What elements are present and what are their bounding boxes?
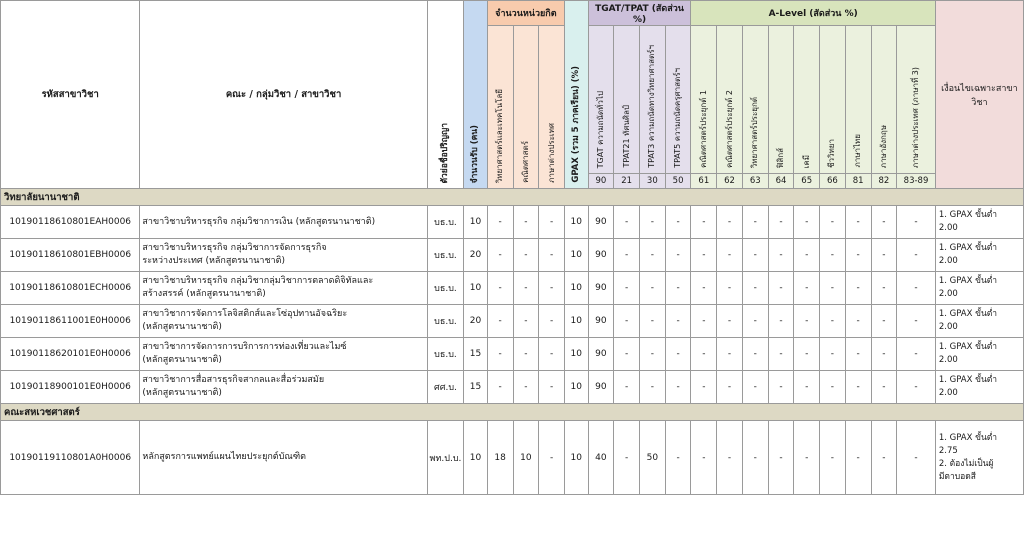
tgat-value: -	[614, 371, 640, 404]
condition-text-line: 2.75	[938, 445, 958, 456]
alevel-value: -	[717, 206, 743, 239]
gpax-value: 10	[564, 338, 588, 371]
header-code: รหัสสาขาวิชา	[1, 1, 140, 189]
header-code-90: 90	[588, 174, 614, 189]
tgat-value: 90	[588, 272, 614, 305]
degree-abbrev: บธ.บ.	[427, 239, 463, 272]
header-tgat-general: TGAT ความถนัดทั่วไป	[588, 26, 614, 174]
header-alevel-group: A-Level (สัดส่วน %)	[691, 1, 935, 26]
header-alevel-science: วิทยาศาสตร์ประยุกต์	[742, 26, 768, 174]
credit-value: -	[487, 305, 513, 338]
alevel-value: -	[871, 338, 897, 371]
tgat-value: -	[639, 305, 665, 338]
condition-text	[935, 305, 1023, 338]
gpax-value: 10	[564, 272, 588, 305]
program-name-line: สาขาวิชาการจัดการโลจิสติกส์และโซ่อุปทานอัจฉริยะ	[142, 309, 348, 319]
header-credit-foreign: ภาษาต่างประเทศ	[539, 26, 565, 189]
program-name-line: สร้างสรรค์ (หลักสูตรนานาชาติ)	[142, 289, 266, 299]
tgat-value: -	[614, 421, 640, 495]
credit-value: -	[513, 206, 539, 239]
alevel-value: -	[820, 206, 846, 239]
header-tpat5: TPAT5 ความถนัดครุศาสตร์ฯ	[665, 26, 691, 174]
credit-value: -	[513, 371, 539, 404]
header-tpat21: TPAT21 ทัศนศิลป์	[614, 26, 640, 174]
program-name	[140, 371, 427, 404]
alevel-value: -	[820, 421, 846, 495]
gpax-value: 10	[564, 421, 588, 495]
condition-text	[935, 338, 1023, 371]
alevel-value: -	[845, 371, 871, 404]
tgat-value: -	[665, 421, 691, 495]
header-code-82: 82	[871, 174, 897, 189]
credit-value: -	[513, 272, 539, 305]
tgat-value: 90	[588, 206, 614, 239]
alevel-value: -	[794, 305, 820, 338]
header-alevel-physics: ฟิสิกส์	[768, 26, 794, 174]
header-quota: จำนวนรับ (คน)	[464, 1, 488, 189]
credit-value: 18	[487, 421, 513, 495]
program-name	[140, 206, 427, 239]
alevel-value: -	[871, 206, 897, 239]
condition-text-line: มีตาบอดสี	[938, 471, 976, 482]
header-code-66: 66	[820, 174, 846, 189]
program-name-line: (หลักสูตรนานาชาติ)	[142, 388, 222, 398]
section-row	[1, 404, 1024, 421]
degree-abbrev: บธ.บ.	[427, 338, 463, 371]
table-row	[1, 338, 1024, 371]
program-name	[140, 421, 427, 495]
condition-text-line: 1. GPAX ขั้นต่ำ	[938, 375, 998, 385]
credit-value: -	[487, 239, 513, 272]
alevel-value: -	[691, 272, 717, 305]
alevel-value: -	[717, 305, 743, 338]
program-code: 10190118610801EAH0006	[1, 206, 140, 239]
header-code-50: 50	[665, 174, 691, 189]
header-code-81: 81	[845, 174, 871, 189]
credit-value: -	[487, 272, 513, 305]
condition-text-line: 2.00	[938, 388, 958, 398]
header-code-61: 61	[691, 174, 717, 189]
section-title: คณะสหเวชศาสตร์	[1, 404, 1024, 421]
tgat-value: 90	[588, 338, 614, 371]
alevel-value: -	[691, 206, 717, 239]
program-name-line: สาขาวิชาบริหารธุรกิจ กลุ่มวิชาการจัดการธุรกิจ	[142, 243, 327, 253]
tgat-value: 40	[588, 421, 614, 495]
program-code: 10190119110801A0H0006	[1, 421, 140, 495]
degree-abbrev: พท.ป.บ.	[427, 421, 463, 495]
header-alevel-math2: คณิตศาสตร์ประยุกต์ 2	[717, 26, 743, 174]
alevel-value: -	[794, 206, 820, 239]
program-name	[140, 305, 427, 338]
header-alevel-biology: ชีววิทยา	[820, 26, 846, 174]
degree-abbrev: บธ.บ.	[427, 206, 463, 239]
program-name-line: ระหว่างประเทศ (หลักสูตรนานาชาติ)	[142, 256, 285, 266]
alevel-value: -	[871, 421, 897, 495]
header-code-62: 62	[717, 174, 743, 189]
condition-text-line: 2.00	[938, 355, 958, 365]
credit-value: 10	[513, 421, 539, 495]
tgat-value: -	[639, 272, 665, 305]
table-body	[1, 189, 1024, 495]
tgat-value: 90	[588, 305, 614, 338]
condition-text-line: 1. GPAX ขั้นต่ำ	[938, 276, 998, 286]
tgat-value: 50	[639, 421, 665, 495]
alevel-value: -	[845, 305, 871, 338]
condition-text	[935, 371, 1023, 404]
condition-text-line: 1. GPAX ขั้นต่ำ	[938, 243, 998, 253]
alevel-value: -	[897, 338, 936, 371]
condition-text-line: 2.00	[938, 289, 958, 299]
program-code: 10190118611001E0H0006	[1, 305, 140, 338]
alevel-value: -	[845, 239, 871, 272]
header-tgat-group: TGAT/TPAT (สัดส่วน %)	[588, 1, 691, 26]
alevel-value: -	[820, 305, 846, 338]
header-credits-group: จำนวนหน่วยกิต	[487, 1, 564, 26]
condition-text-line: 2.00	[938, 256, 958, 266]
condition-text-line: 1. GPAX ขั้นต่ำ	[938, 309, 998, 319]
tgat-value: -	[639, 239, 665, 272]
header-code-63: 63	[742, 174, 768, 189]
program-name	[140, 338, 427, 371]
alevel-value: -	[768, 421, 794, 495]
quota-value: 20	[464, 239, 488, 272]
tgat-value: -	[614, 272, 640, 305]
condition-text-line: 2.00	[938, 223, 958, 233]
gpax-value: 10	[564, 239, 588, 272]
tgat-value: -	[614, 206, 640, 239]
header-degree: ตัวย่อชื่อปริญญา	[427, 1, 463, 189]
header-credit-math: คณิตศาสตร์	[513, 26, 539, 189]
alevel-value: -	[794, 239, 820, 272]
alevel-value: -	[742, 421, 768, 495]
condition-text-line: 1. GPAX ขั้นต่ำ	[938, 342, 998, 352]
alevel-value: -	[742, 338, 768, 371]
quota-value: 10	[464, 272, 488, 305]
alevel-value: -	[897, 305, 936, 338]
tgat-value: -	[614, 305, 640, 338]
header-tpat3: TPAT3 ความถนัดทางวิทยาศาสตร์ฯ	[639, 26, 665, 174]
alevel-value: -	[717, 272, 743, 305]
alevel-value: -	[794, 421, 820, 495]
alevel-value: -	[845, 272, 871, 305]
condition-text	[935, 421, 1023, 495]
alevel-value: -	[768, 239, 794, 272]
credit-value: -	[513, 239, 539, 272]
credit-value: -	[513, 305, 539, 338]
alevel-value: -	[742, 371, 768, 404]
condition-text	[935, 272, 1023, 305]
tgat-value: 90	[588, 371, 614, 404]
alevel-value: -	[742, 239, 768, 272]
credit-value: -	[487, 338, 513, 371]
table-row	[1, 421, 1024, 495]
quota-value: 20	[464, 305, 488, 338]
program-name-line: (หลักสูตรนานาชาติ)	[142, 355, 222, 365]
program-name-line: สาขาวิชาการสื่อสารธุรกิจสากลและสื่อร่วมสมัย	[142, 375, 325, 385]
alevel-value: -	[717, 371, 743, 404]
alevel-value: -	[897, 206, 936, 239]
quota-value: 15	[464, 338, 488, 371]
degree-abbrev: บธ.บ.	[427, 305, 463, 338]
program-code: 10190118610801ECH0006	[1, 272, 140, 305]
alevel-value: -	[691, 371, 717, 404]
alevel-value: -	[820, 272, 846, 305]
alevel-value: -	[794, 272, 820, 305]
quota-value: 10	[464, 421, 488, 495]
alevel-value: -	[871, 305, 897, 338]
tgat-value: -	[665, 338, 691, 371]
tgat-value: -	[639, 206, 665, 239]
tgat-value: 90	[588, 239, 614, 272]
credit-value: -	[539, 239, 565, 272]
alevel-value: -	[691, 338, 717, 371]
alevel-value: -	[742, 272, 768, 305]
header-alevel-thai: ภาษาไทย	[845, 26, 871, 174]
alevel-value: -	[845, 338, 871, 371]
alevel-value: -	[897, 239, 936, 272]
credit-value: -	[487, 206, 513, 239]
tgat-value: -	[665, 206, 691, 239]
table-row	[1, 239, 1024, 272]
program-name-line: (หลักสูตรนานาชาติ)	[142, 322, 222, 332]
program-name	[140, 272, 427, 305]
header-gpax: GPAX (รวม 5 ภาคเรียน) (%)	[564, 1, 588, 189]
header-conditions: เงื่อนไขเฉพาะสาขาวิชา	[935, 1, 1023, 189]
credit-value: -	[539, 305, 565, 338]
program-name	[140, 239, 427, 272]
header-program: คณะ / กลุ่มวิชา / สาขาวิชา	[140, 1, 427, 189]
degree-abbrev: ศศ.บ.	[427, 371, 463, 404]
alevel-value: -	[742, 305, 768, 338]
condition-text	[935, 206, 1023, 239]
header-alevel-math1: คณิตศาสตร์ประยุกต์ 1	[691, 26, 717, 174]
alevel-value: -	[768, 305, 794, 338]
alevel-value: -	[691, 305, 717, 338]
header-code-30: 30	[639, 174, 665, 189]
program-code: 10190118620101E0H0006	[1, 338, 140, 371]
table-row	[1, 305, 1024, 338]
tgat-value: -	[639, 371, 665, 404]
condition-text-line: 2. ต้องไม่เป็นผู้	[938, 458, 994, 469]
condition-text-line: 2.00	[938, 322, 958, 332]
credit-value: -	[539, 206, 565, 239]
gpax-value: 10	[564, 371, 588, 404]
section-title: วิทยาลัยนานาชาติ	[1, 189, 1024, 206]
program-name-line: หลักสูตรการแพทย์แผนไทยประยุกต์บัณฑิต	[142, 452, 307, 462]
alevel-value: -	[897, 371, 936, 404]
program-name-line: สาขาวิชาการจัดการการบริการการท่องเที่ยวและไมซ์	[142, 342, 347, 352]
alevel-value: -	[768, 338, 794, 371]
alevel-value: -	[717, 338, 743, 371]
header-code-65: 65	[794, 174, 820, 189]
credit-value: -	[539, 338, 565, 371]
condition-text-line: 1. GPAX ขั้นต่ำ	[938, 210, 998, 220]
credit-value: -	[487, 371, 513, 404]
credit-value: -	[513, 338, 539, 371]
alevel-value: -	[820, 338, 846, 371]
condition-text	[935, 239, 1023, 272]
section-row	[1, 189, 1024, 206]
tgat-value: -	[639, 338, 665, 371]
tgat-value: -	[665, 272, 691, 305]
alevel-value: -	[845, 206, 871, 239]
alevel-value: -	[717, 421, 743, 495]
alevel-value: -	[768, 272, 794, 305]
header-code-64: 64	[768, 174, 794, 189]
header-alevel-third-language: ภาษาต่างประเทศ (ภาษาที่ 3)	[897, 26, 936, 174]
header-credit-science: วิทยาศาสตร์และเทคโนโลยี	[487, 26, 513, 189]
alevel-value: -	[794, 338, 820, 371]
program-name-line: สาขาวิชาบริหารธุรกิจ กลุ่มวิชากลุ่มวิชาการตลาดดิจิทัลและ	[142, 276, 374, 286]
gpax-value: 10	[564, 305, 588, 338]
table-row	[1, 371, 1024, 404]
gpax-value: 10	[564, 206, 588, 239]
alevel-value: -	[742, 206, 768, 239]
alevel-value: -	[871, 272, 897, 305]
quota-value: 15	[464, 371, 488, 404]
alevel-value: -	[691, 239, 717, 272]
alevel-value: -	[871, 239, 897, 272]
header-alevel-chemistry: เคมี	[794, 26, 820, 174]
tgat-value: -	[665, 305, 691, 338]
alevel-value: -	[871, 371, 897, 404]
header-code-83-89: 83-89	[897, 174, 936, 189]
tgat-value: -	[614, 239, 640, 272]
alevel-value: -	[897, 421, 936, 495]
header-code-21: 21	[614, 174, 640, 189]
condition-text-line: 1. GPAX ขั้นต่ำ	[938, 432, 998, 443]
program-name-line: สาขาวิชาบริหารธุรกิจ กลุ่มวิชาการเงิน (หลักสูตรนานาชาติ)	[142, 216, 376, 227]
table-row	[1, 206, 1024, 239]
degree-abbrev: บธ.บ.	[427, 272, 463, 305]
credit-value: -	[539, 272, 565, 305]
alevel-value: -	[897, 272, 936, 305]
program-code: 10190118610801EBH0006	[1, 239, 140, 272]
credit-value: -	[539, 371, 565, 404]
alevel-value: -	[794, 371, 820, 404]
alevel-value: -	[717, 239, 743, 272]
alevel-value: -	[820, 239, 846, 272]
quota-value: 10	[464, 206, 488, 239]
credit-value: -	[539, 421, 565, 495]
alevel-value: -	[820, 371, 846, 404]
alevel-value: -	[768, 371, 794, 404]
tgat-value: -	[665, 239, 691, 272]
alevel-value: -	[691, 421, 717, 495]
header-alevel-english: ภาษาอังกฤษ	[871, 26, 897, 174]
alevel-value: -	[768, 206, 794, 239]
table-row	[1, 272, 1024, 305]
tgat-value: -	[665, 371, 691, 404]
tgat-value: -	[614, 338, 640, 371]
program-code: 10190118900101E0H0006	[1, 371, 140, 404]
alevel-value: -	[845, 421, 871, 495]
